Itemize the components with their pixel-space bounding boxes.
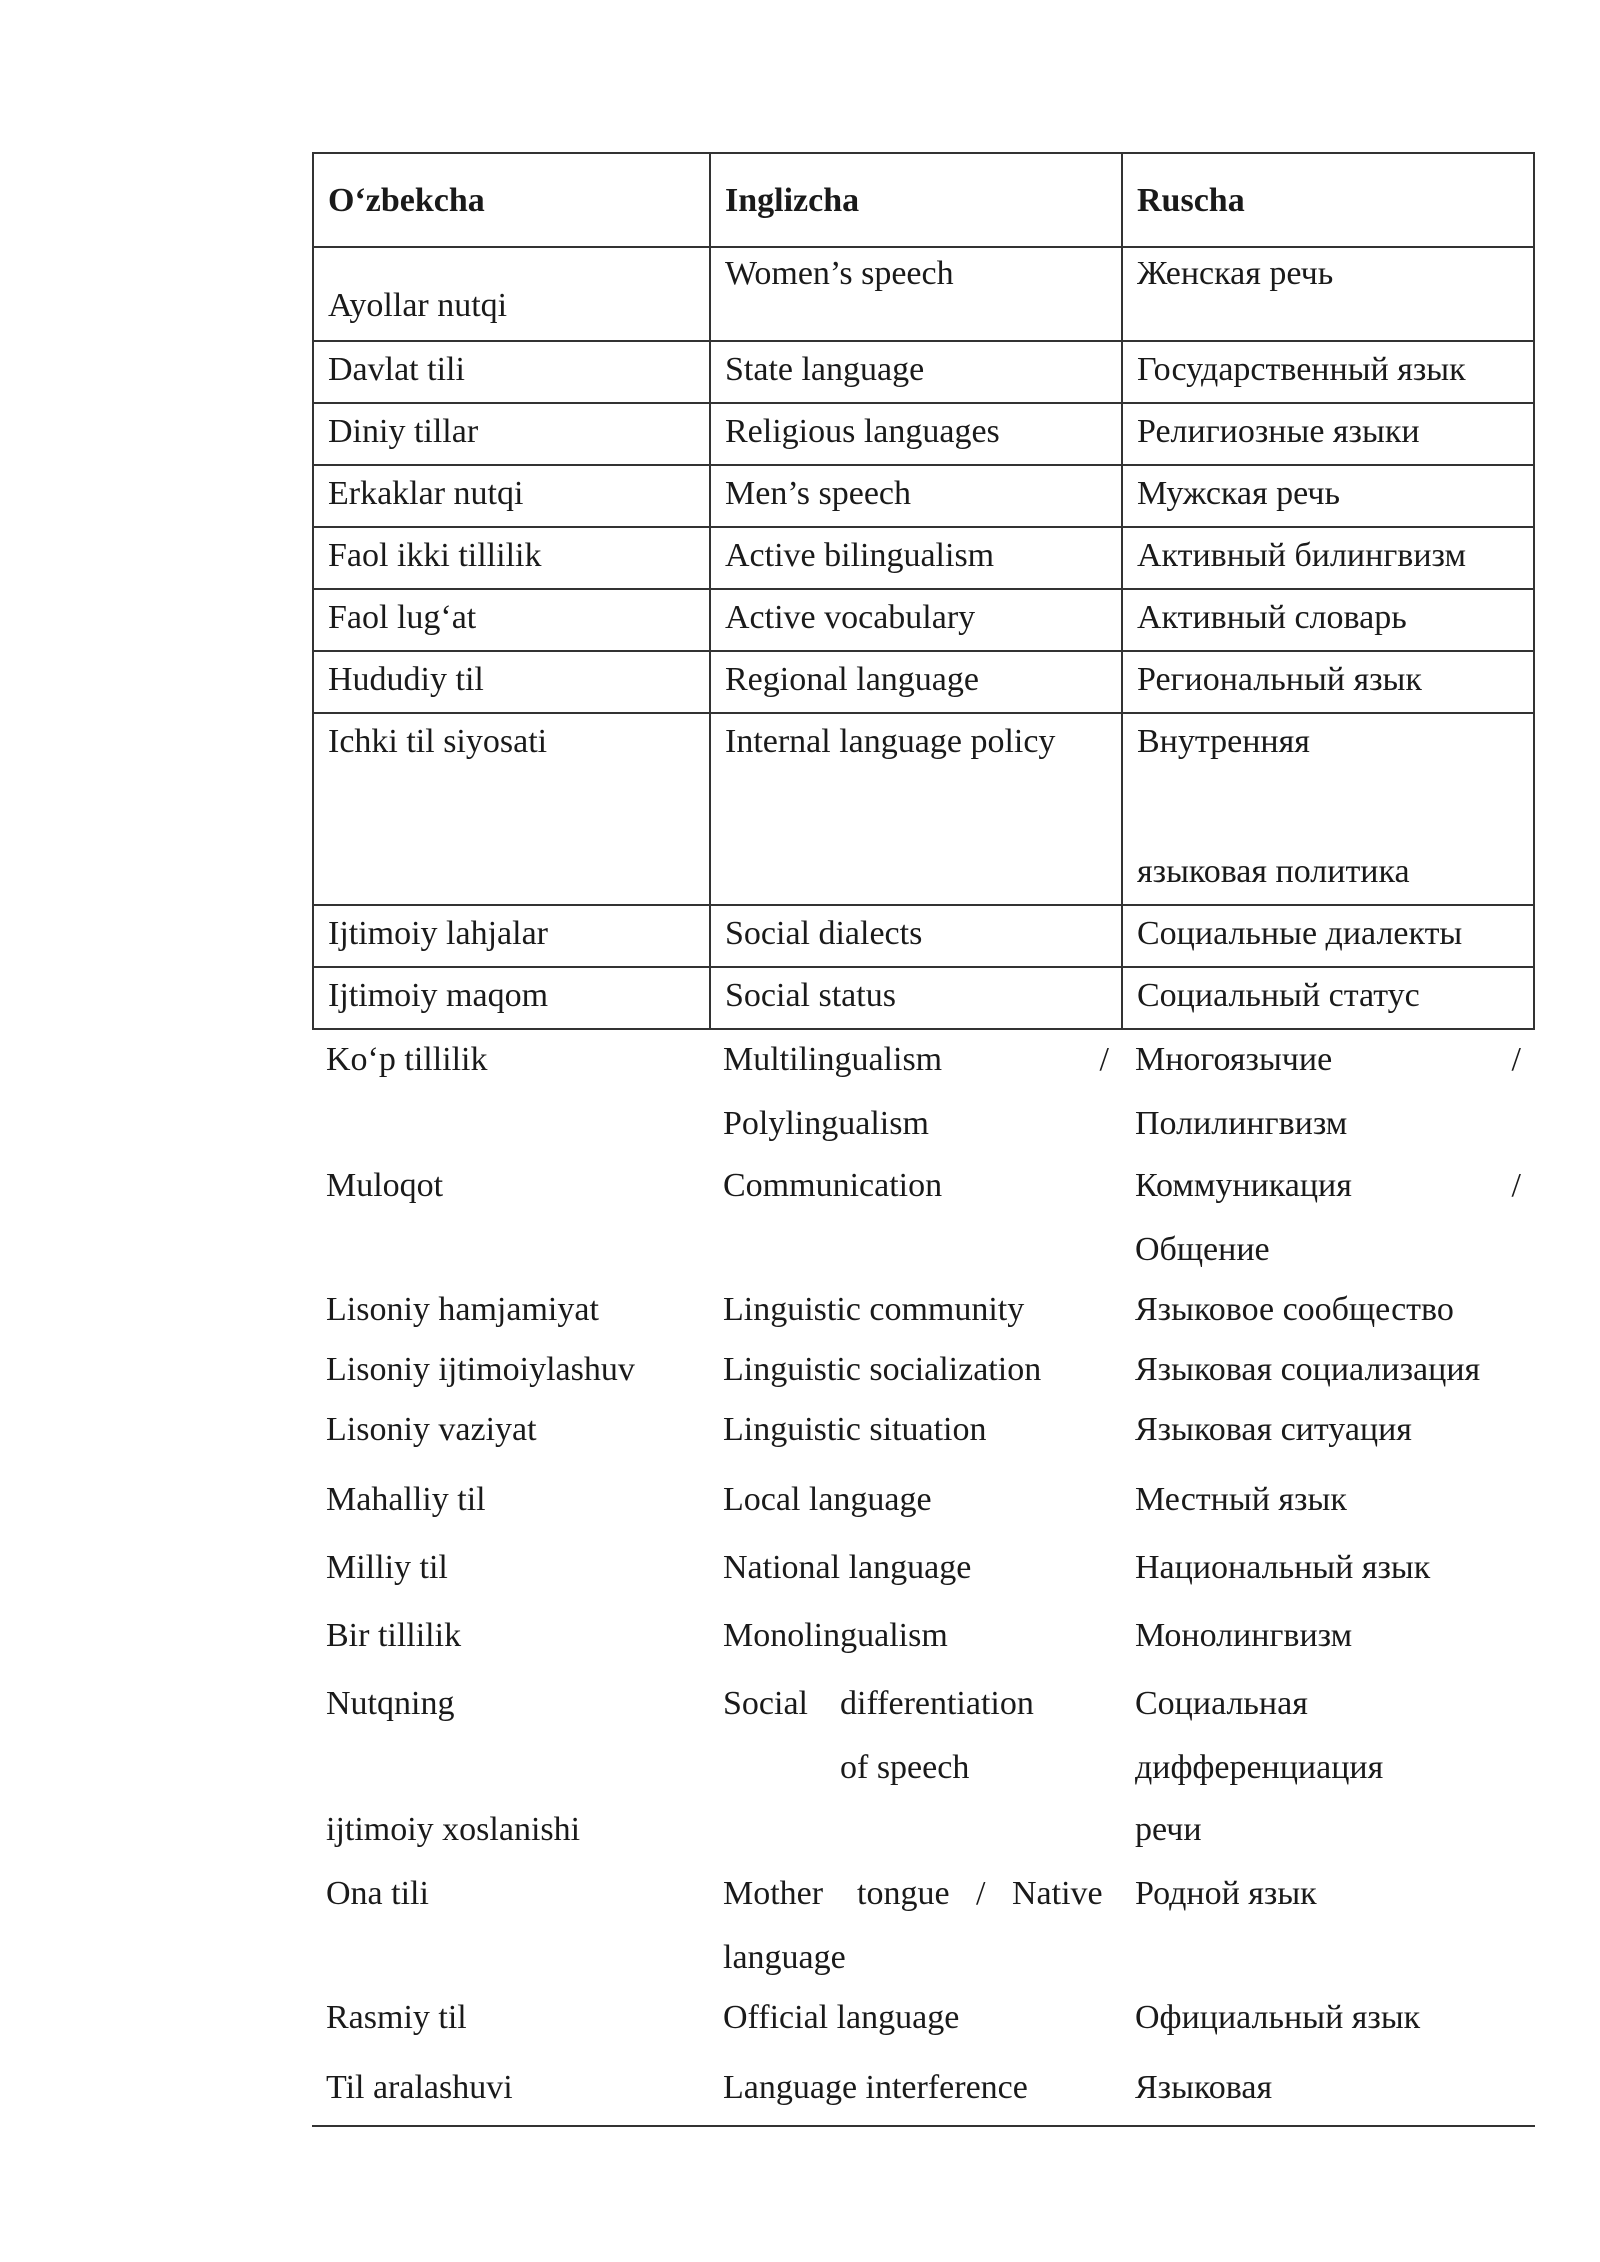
table-row — [312, 1470, 1535, 1538]
cell-english: Mother tongue / Native language — [723, 1875, 1103, 1976]
cell-uzbek: Bir tillilik — [326, 1617, 462, 1654]
cell-russian: Социальный статус — [1121, 968, 1533, 1028]
table-row — [312, 650, 1535, 712]
cell-uzbek: Mahalliy til — [326, 1481, 486, 1518]
cell-uzbek: Lisoniy hamjamiyat — [326, 1291, 599, 1328]
table-row — [312, 1030, 1535, 1156]
table-row — [312, 402, 1535, 464]
table-row — [312, 464, 1535, 526]
header-english: Inglizcha — [709, 154, 1121, 246]
cell-uzbek: Davlat tili — [328, 351, 465, 388]
cell-russian: Языковая ситуация — [1135, 1411, 1412, 1448]
cell-russian: Внутренняя языковая политика — [1121, 714, 1533, 904]
cell-uzbek: Ijtimoiy lahjalar — [328, 915, 548, 952]
cell-english: National language — [723, 1549, 972, 1586]
cell-uzbek: Ijtimoiy maqom — [328, 977, 549, 1014]
cell-russian: Государственный язык — [1121, 342, 1533, 402]
cell-english: Official language — [723, 1999, 960, 2036]
cell-uzbek: Milliy til — [326, 1549, 448, 1586]
table-header-row — [312, 152, 1535, 246]
cell-uzbek: Ichki til siyosati — [328, 723, 548, 760]
header-uzbek: O‘zbekcha — [328, 182, 485, 219]
cell-english: State language — [709, 342, 1121, 402]
cell-english: Local language — [723, 1481, 932, 1518]
table-row — [312, 1280, 1535, 1340]
table-row — [312, 526, 1535, 588]
cell-russian: Официальный язык — [1135, 1999, 1421, 2036]
cell-english: Internal language policy — [709, 714, 1121, 904]
cell-uzbek: Muloqot — [326, 1167, 444, 1204]
cell-russian: Региональный язык — [1121, 652, 1533, 712]
cell-russian: Активный словарь — [1121, 590, 1533, 650]
cell-english: Religious languages — [709, 404, 1121, 464]
cell-uzbek: Nutqning ijtimoiy xoslanishi — [326, 1685, 581, 1848]
cell-uzbek: Faol ikki tillilik — [328, 537, 542, 574]
cell-russian: Языковая социализация — [1135, 1351, 1481, 1388]
cell-english: Linguistic socialization — [723, 1351, 1042, 1388]
cell-russian: Языковая — [1135, 2069, 1273, 2106]
cell-uzbek: Rasmiy til — [326, 1999, 467, 2036]
cell-english: Communication — [723, 1167, 943, 1204]
cell-uzbek: Ko‘p tillilik — [326, 1041, 488, 1078]
table-row — [312, 588, 1535, 650]
cell-english: Social differentiation of speech — [723, 1685, 1034, 1786]
cell-uzbek: Ona tili — [326, 1875, 429, 1912]
cell-uzbek: Erkaklar nutqi — [328, 475, 524, 512]
cell-english: Monolingualism — [723, 1617, 948, 1654]
table-row — [312, 246, 1535, 340]
table-row — [312, 1156, 1535, 1280]
cell-english: Men’s speech — [709, 466, 1121, 526]
table-row — [312, 966, 1535, 1030]
cell-russian: Монолингвизм — [1135, 1617, 1353, 1654]
cell-russian: Активный билингвизм — [1121, 528, 1533, 588]
table-row — [312, 2058, 1535, 2124]
cell-english: Active bilingualism — [709, 528, 1121, 588]
cell-english: Language interference — [723, 2069, 1028, 2106]
cell-english: Multilingualism / Polylingualism — [723, 1041, 1109, 1142]
cell-russian: Религиозные языки — [1121, 404, 1533, 464]
table-bottom-rule — [312, 2125, 1535, 2127]
table-row — [312, 1674, 1535, 1864]
table-row — [312, 1864, 1535, 1988]
cell-uzbek: Faol lug‘at — [328, 599, 477, 636]
table-row — [312, 904, 1535, 966]
cell-english: Regional language — [709, 652, 1121, 712]
cell-uzbek: Lisoniy ijtimoiylashuv — [326, 1351, 635, 1388]
table-row — [312, 1538, 1535, 1606]
cell-russian: Многоязычие / Полилингвизм — [1135, 1041, 1521, 1142]
cell-uzbek: Til aralashuvi — [326, 2069, 513, 2106]
cell-english: Active vocabulary — [709, 590, 1121, 650]
cell-russian: Национальный язык — [1135, 1549, 1431, 1586]
cell-english: Social dialects — [709, 906, 1121, 966]
cell-english: Social status — [709, 968, 1121, 1028]
cell-russian: Языковое сообщество — [1135, 1291, 1454, 1328]
cell-english: Women’s speech — [709, 248, 1121, 340]
header-russian: Ruscha — [1121, 154, 1533, 246]
table-row — [312, 712, 1535, 904]
table-row — [312, 340, 1535, 402]
table-row — [312, 1340, 1535, 1400]
cell-russian: Родной язык — [1135, 1875, 1317, 1912]
cell-english: Linguistic community — [723, 1291, 1025, 1328]
cell-uzbek: Lisoniy vaziyat — [326, 1411, 537, 1448]
cell-uzbek: Ayollar nutqi — [328, 287, 508, 324]
cell-russian: Женская речь — [1121, 248, 1533, 340]
cell-english: Linguistic situation — [723, 1411, 987, 1448]
cell-russian: Мужская речь — [1121, 466, 1533, 526]
cell-uzbek: Diniy tillar — [328, 413, 479, 450]
cell-russian: Социальные диалекты — [1121, 906, 1533, 966]
table-row — [312, 1400, 1535, 1470]
table-row — [312, 1606, 1535, 1674]
cell-russian: Местный язык — [1135, 1481, 1347, 1518]
cell-russian: Коммуникация / Общение — [1135, 1167, 1521, 1268]
table-row — [312, 1988, 1535, 2058]
cell-russian: Социальная дифференциация речи — [1135, 1685, 1384, 1848]
cell-uzbek: Hududiy til — [328, 661, 484, 698]
